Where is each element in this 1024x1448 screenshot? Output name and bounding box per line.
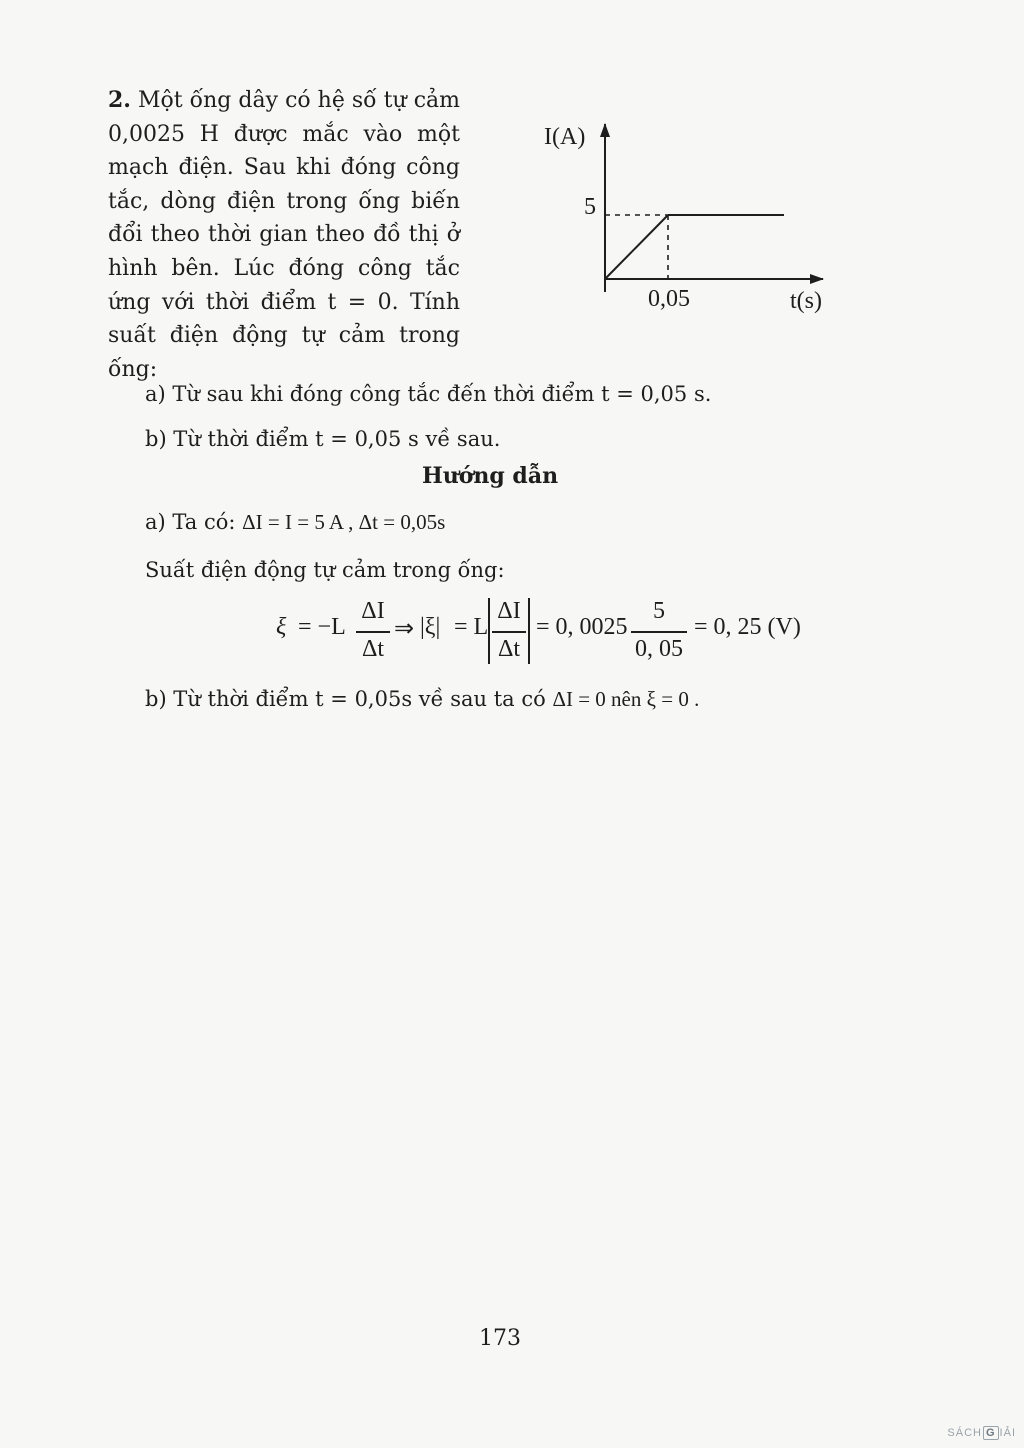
formula-fraction-2-bar <box>492 631 526 633</box>
formula-fraction-1-den: Δt <box>361 636 385 662</box>
formula-fraction-3-den: 0, 05 <box>635 636 683 662</box>
problem-number: 2. <box>108 87 131 113</box>
current-time-graph <box>540 112 850 327</box>
page-number: 173 <box>479 1326 521 1351</box>
emf-intro: Suất điện động tự cảm trong ống: <box>145 558 505 582</box>
solution-a-prefix: a) Ta có: <box>145 510 236 534</box>
formula-xi: ξ <box>276 614 287 640</box>
emf-formula <box>276 598 816 668</box>
current-rise-segment <box>605 215 668 279</box>
formula-fraction-2-den: Δt <box>497 636 521 662</box>
x-axis-label: t(s) <box>790 288 822 314</box>
solution-line-a <box>145 510 445 535</box>
solution-a-math: ΔI = I = 5 A , Δt = 0,05s <box>242 510 446 534</box>
formula-eq-value: = 0, 0025 <box>536 614 628 640</box>
formula-implies: ⇒ <box>394 616 415 642</box>
formula-abs-bar-left <box>488 598 490 664</box>
formula-fraction-1-num: ΔI <box>361 598 385 624</box>
solution-line-b <box>145 687 699 712</box>
problem-statement <box>108 84 460 386</box>
formula-abs-xi: |ξ| <box>420 614 441 640</box>
logo-text-right: IẢI <box>999 1427 1016 1439</box>
question-part-a: a) Từ sau khi đóng công tắc đến thời điểm t = 0,05 s. <box>145 382 712 406</box>
question-part-b: b) Từ thời điểm t = 0,05 s về sau. <box>145 427 501 451</box>
formula-fraction-3-num: 5 <box>653 598 665 624</box>
logo-text-left: SÁCH <box>947 1427 982 1439</box>
formula-eq-l: = L <box>454 614 489 640</box>
formula-fraction-1-bar <box>356 631 390 633</box>
formula-abs-bar-right <box>528 598 530 664</box>
problem-text: Một ống dây có hệ số tự cảm 0,0025 H được mắc vào một mạch điện. Sau khi đóng công tắc, dòng điện trong ống biến đổi theo thời gian theo đồ thị ở hình bên. Lúc đóng công tắc ứng với thời điểm t = 0. Tính suất điện động tự cảm trong ống: <box>108 88 461 382</box>
y-tick-label: 5 <box>584 194 596 220</box>
formula-result: = 0, 25 (V) <box>694 614 801 640</box>
x-tick-label: 0,05 <box>648 286 690 312</box>
y-axis-label: I(A) <box>544 124 586 150</box>
sachgiai-logo <box>947 1426 1016 1440</box>
formula-eq-minus-l: = −L <box>298 614 346 640</box>
logo-g-icon: G <box>983 1426 999 1440</box>
solution-heading: Hướng dẫn <box>421 463 559 489</box>
solution-b-text: b) Từ thời điểm t = 0,05s về sau ta có <box>145 687 546 711</box>
solution-b-math: ΔI = 0 nên ξ = 0 . <box>552 687 700 711</box>
formula-fraction-3-bar <box>631 631 687 633</box>
formula-fraction-2-num: ΔI <box>497 598 521 624</box>
